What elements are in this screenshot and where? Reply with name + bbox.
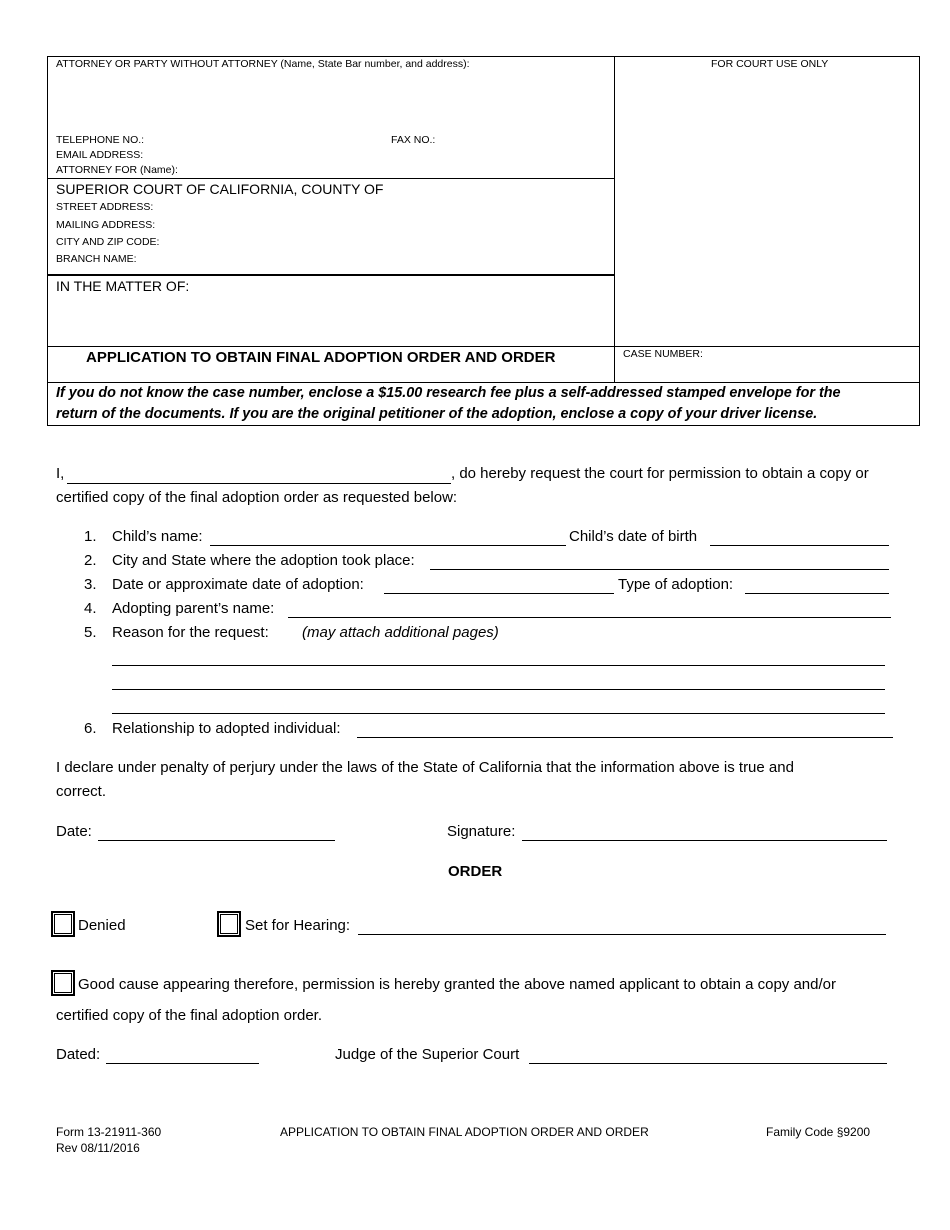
adoption-date-label: Date or approximate date of adoption: <box>112 576 364 593</box>
matter-divider <box>47 274 614 276</box>
form-title: APPLICATION TO OBTAIN FINAL ADOPTION ORDER AND ORDER <box>86 349 556 366</box>
adoption-type-label: Type of adoption: <box>618 576 734 593</box>
reason-note: (may attach additional pages) <box>302 624 499 641</box>
date-label: Date: <box>56 823 92 840</box>
child-dob-label: Child’s date of birth <box>569 528 698 545</box>
date-line[interactable] <box>98 840 335 841</box>
relationship-label: Relationship to adopted individual: <box>112 720 341 737</box>
branch-name-label: BRANCH NAME: <box>56 253 137 265</box>
denied-label: Denied <box>78 917 126 934</box>
signature-line[interactable] <box>522 840 887 841</box>
parent-name-line[interactable] <box>288 617 891 618</box>
judge-signature-line[interactable] <box>529 1063 887 1064</box>
signature-label: Signature: <box>447 823 516 840</box>
city-state-label: City and State where the adoption took place: <box>112 552 415 569</box>
hearing-label: Set for Hearing: <box>245 917 351 934</box>
granted-checkbox[interactable] <box>51 970 75 996</box>
attorney-label: ATTORNEY OR PARTY WITHOUT ATTORNEY (Name, State Bar number, and address): <box>56 58 470 70</box>
order-heading: ORDER <box>448 863 503 880</box>
reason-line-2[interactable] <box>112 689 885 690</box>
caption-box <box>47 56 920 426</box>
item-number-2: 2. <box>84 552 97 569</box>
adoption-type-line[interactable] <box>745 593 889 594</box>
dated-label: Dated: <box>56 1046 101 1063</box>
relationship-line[interactable] <box>357 737 893 738</box>
applicant-name-line[interactable] <box>67 483 451 484</box>
hearing-checkbox[interactable] <box>217 911 241 937</box>
court-use-divider <box>614 56 615 383</box>
title-divider <box>47 346 920 347</box>
notice-line-2: return of the documents. If you are the original petitioner of the adoption, enclose a copy of your driver license. <box>56 406 818 422</box>
judge-label: Judge of the Superior Court <box>335 1046 520 1063</box>
footer-title: APPLICATION TO OBTAIN FINAL ADOPTION ORDER AND ORDER <box>280 1125 649 1139</box>
item-number-3: 3. <box>84 576 97 593</box>
reason-label: Reason for the request: <box>112 624 269 641</box>
notice-divider <box>47 382 920 383</box>
attorney-for-label: ATTORNEY FOR (Name): <box>56 164 178 176</box>
city-zip-label: CITY AND ZIP CODE: <box>56 236 160 248</box>
item-number-5: 5. <box>84 624 97 641</box>
court-use-label: FOR COURT USE ONLY <box>711 58 829 70</box>
footer-revision: Rev 08/11/2016 <box>56 1141 140 1155</box>
item-number-6: 6. <box>84 720 97 737</box>
street-address-label: STREET ADDRESS: <box>56 201 154 213</box>
child-dob-line[interactable] <box>710 545 889 546</box>
parent-name-label: Adopting parent’s name: <box>112 600 275 617</box>
granted-line-1: Good cause appearing therefore, permission is hereby granted the above named applicant to obtain a copy and/or <box>78 976 836 993</box>
court-name-divider <box>47 178 614 179</box>
child-name-label: Child’s name: <box>112 528 203 545</box>
hearing-line[interactable] <box>358 934 886 935</box>
dated-line[interactable] <box>106 1063 259 1064</box>
declaration-line-2: correct. <box>56 783 107 800</box>
denied-checkbox[interactable] <box>51 911 75 937</box>
item-number-1: 1. <box>84 528 97 545</box>
footer-code: Family Code §9200 <box>766 1125 871 1139</box>
adoption-date-line[interactable] <box>384 593 614 594</box>
mailing-address-label: MAILING ADDRESS: <box>56 219 156 231</box>
declaration-line-1: I declare under penalty of perjury under the laws of the State of California that the information above is true and <box>56 759 794 776</box>
footer-form-number: Form 13-21911-360 <box>56 1125 162 1139</box>
telephone-label: TELEPHONE NO.: <box>56 134 145 146</box>
court-name: SUPERIOR COURT OF CALIFORNIA, COUNTY OF <box>56 181 384 197</box>
city-state-line[interactable] <box>430 569 889 570</box>
item-number-4: 4. <box>84 600 97 617</box>
granted-line-2: certified copy of the final adoption order. <box>56 1007 323 1024</box>
request-suffix: , do hereby request the court for permission to obtain a copy or <box>451 465 869 482</box>
child-name-line[interactable] <box>210 545 566 546</box>
reason-line-1[interactable] <box>112 665 885 666</box>
request-line-2: certified copy of the final adoption order as requested below: <box>56 489 458 506</box>
email-label: EMAIL ADDRESS: <box>56 149 144 161</box>
notice-line-1: If you do not know the case number, enclose a $15.00 research fee plus a self-addressed stamped envelope for the <box>56 385 841 401</box>
reason-line-3[interactable] <box>112 713 885 714</box>
matter-label: IN THE MATTER OF: <box>56 278 190 294</box>
fax-label: FAX NO.: <box>391 134 436 146</box>
case-number-label: CASE NUMBER: <box>623 348 703 360</box>
request-prefix: I, <box>56 465 65 482</box>
